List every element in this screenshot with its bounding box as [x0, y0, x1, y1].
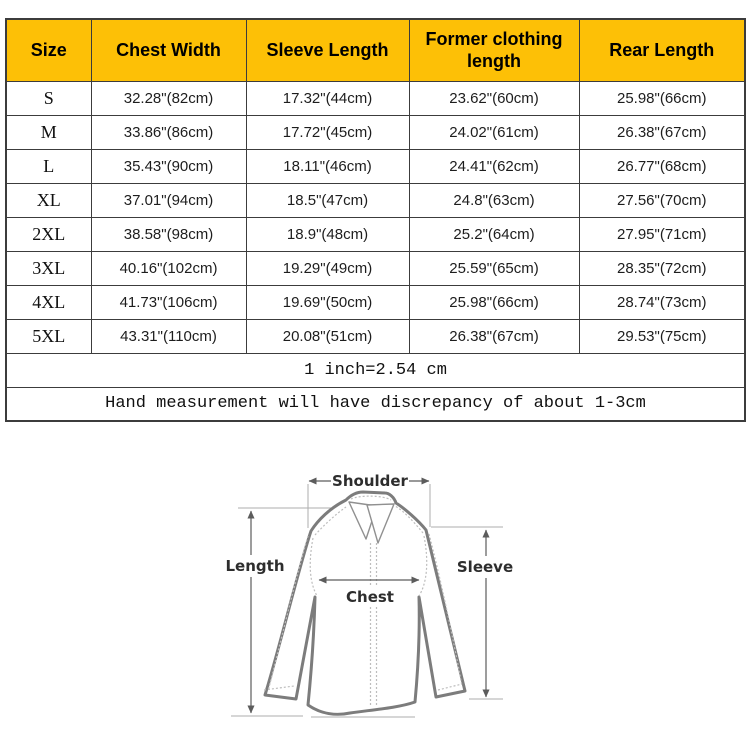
- length-label: Length: [225, 557, 285, 575]
- header-size: Size: [6, 19, 91, 81]
- front-length-cell: 24.02"(61cm): [409, 115, 579, 149]
- size-chart-table: [5, 18, 746, 422]
- rear-length-cell: 27.56"(70cm): [579, 183, 745, 217]
- shirt-measurement-diagram: [218, 450, 538, 750]
- chest-width-cell: 33.86"(86cm): [91, 115, 246, 149]
- sleeve-length-cell: 18.11"(46cm): [246, 149, 409, 183]
- front-length-cell: 25.98"(66cm): [409, 285, 579, 319]
- sleeve-length-cell: 19.69"(50cm): [246, 285, 409, 319]
- chest-width-cell: 37.01"(94cm): [91, 183, 246, 217]
- measurement-discrepancy-note: Hand measurement will have discrepancy of about 1-3cm: [6, 387, 745, 421]
- chest-width-cell: 35.43"(90cm): [91, 149, 246, 183]
- sleeve-length-cell: 20.08"(51cm): [246, 319, 409, 353]
- size-cell: M: [6, 115, 91, 149]
- chest-label: Chest: [346, 588, 394, 606]
- chest-width-cell: 32.28"(82cm): [91, 81, 246, 115]
- rear-length-cell: 26.77"(68cm): [579, 149, 745, 183]
- shirt-diagram-svg: [218, 450, 538, 750]
- front-length-cell: 24.41"(62cm): [409, 149, 579, 183]
- sleeve-length-cell: 17.72"(45cm): [246, 115, 409, 149]
- table-row: [6, 285, 745, 319]
- table-row: [6, 115, 745, 149]
- size-cell: L: [6, 149, 91, 183]
- front-length-cell: 24.8"(63cm): [409, 183, 579, 217]
- header-rear-length: Rear Length: [579, 19, 745, 81]
- rear-length-cell: 27.95"(71cm): [579, 217, 745, 251]
- table-row: [6, 81, 745, 115]
- size-cell: S: [6, 81, 91, 115]
- header-sleeve-length: Sleeve Length: [246, 19, 409, 81]
- sleeve-label: Sleeve: [456, 558, 514, 576]
- chest-width-cell: 43.31"(110cm): [91, 319, 246, 353]
- rear-length-cell: 28.35"(72cm): [579, 251, 745, 285]
- chest-width-cell: 40.16"(102cm): [91, 251, 246, 285]
- front-length-cell: 25.59"(65cm): [409, 251, 579, 285]
- table-row: [6, 149, 745, 183]
- front-length-cell: 25.2"(64cm): [409, 217, 579, 251]
- table-row: [6, 319, 745, 353]
- header-chest-width: Chest Width: [91, 19, 246, 81]
- front-length-cell: 23.62"(60cm): [409, 81, 579, 115]
- sleeve-length-cell: 18.5"(47cm): [246, 183, 409, 217]
- chest-width-cell: 38.58"(98cm): [91, 217, 246, 251]
- table-row: [6, 217, 745, 251]
- inch-conversion-note: 1 inch=2.54 cm: [6, 353, 745, 387]
- front-length-cell: 26.38"(67cm): [409, 319, 579, 353]
- size-cell: 5XL: [6, 319, 91, 353]
- size-cell: 3XL: [6, 251, 91, 285]
- size-cell: 4XL: [6, 285, 91, 319]
- sleeve-length-cell: 17.32"(44cm): [246, 81, 409, 115]
- table-row: [6, 183, 745, 217]
- rear-length-cell: 26.38"(67cm): [579, 115, 745, 149]
- header-former-clothing-length: Former clothing length: [409, 19, 579, 81]
- size-cell: 2XL: [6, 217, 91, 251]
- sleeve-length-cell: 18.9"(48cm): [246, 217, 409, 251]
- note-row-measurement-discrepancy: [6, 387, 745, 421]
- size-cell: XL: [6, 183, 91, 217]
- sleeve-length-cell: 19.29"(49cm): [246, 251, 409, 285]
- chest-width-cell: 41.73"(106cm): [91, 285, 246, 319]
- table-row: [6, 251, 745, 285]
- note-row-inch-conversion: [6, 353, 745, 387]
- header-row: [6, 19, 745, 81]
- rear-length-cell: 25.98"(66cm): [579, 81, 745, 115]
- rear-length-cell: 29.53"(75cm): [579, 319, 745, 353]
- rear-length-cell: 28.74"(73cm): [579, 285, 745, 319]
- shoulder-label: Shoulder: [332, 472, 408, 490]
